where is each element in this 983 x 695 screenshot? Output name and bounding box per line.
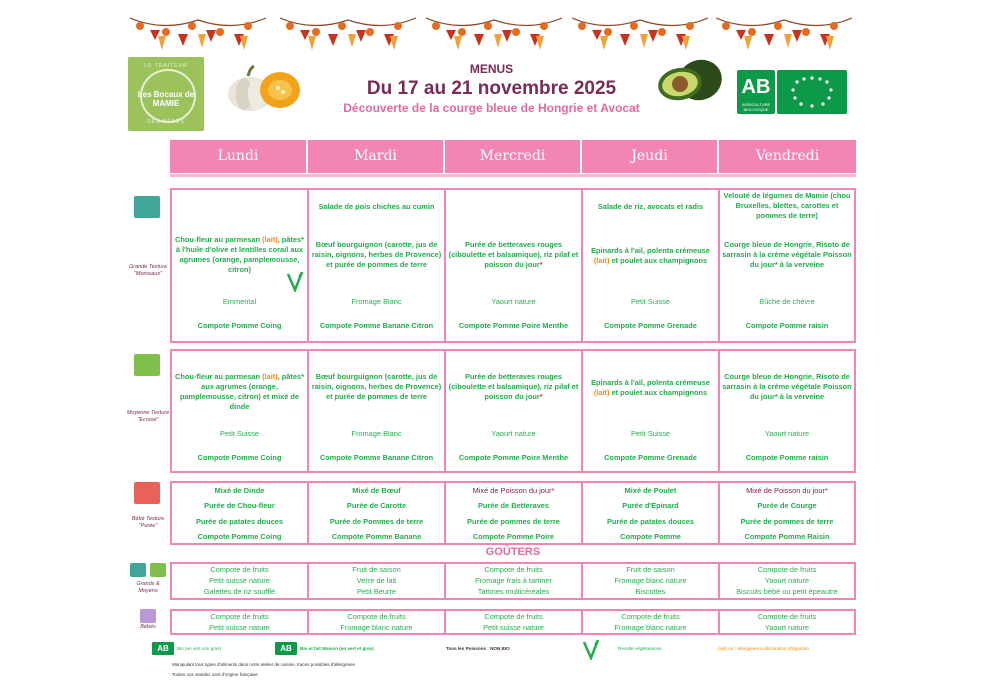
section-bebe-texture [170, 481, 856, 545]
allergen-tag: (lait) [262, 235, 278, 244]
day-header-mardi: Mardi [308, 140, 445, 173]
bebe-line-2: Purée d'Epinard [622, 501, 679, 510]
gouter-gm-mercredi [446, 564, 583, 598]
grande-fromage: Petit Suisse [630, 297, 671, 306]
day-header-lundi: Lundi [170, 140, 308, 173]
moyenne-fromage: Yaourt nature [764, 429, 810, 438]
moyenne-fromage: Fromage Blanc [351, 429, 402, 438]
grande-fromage: Yaourt nature [491, 297, 536, 306]
allergen-tag: (lait) [262, 372, 278, 381]
section-gouters-grands-moyens [170, 562, 856, 600]
gouter-line-2: Fromage blanc nature [614, 576, 687, 585]
gouter-line-1: Fruit de saison [352, 565, 401, 574]
bebe-line-4: Compote Pomme Banane [331, 532, 422, 541]
bebe-line-1: Mixé de Dinde [214, 486, 265, 495]
grande-day-jeudi [583, 190, 720, 341]
ab-organic-logo [737, 70, 775, 114]
moyenne-texture-icon [134, 354, 160, 376]
eu-organic-leaf-logo [777, 70, 847, 114]
allergen-tag: (lait) [593, 388, 610, 397]
gouter-line-2: Petit suisse nature [209, 576, 270, 585]
bebe-line-4: Compote Pomme Raisin [744, 532, 830, 541]
grande-gouter-icon [130, 563, 146, 577]
legend-ab-icon-1: AB [152, 642, 174, 655]
gouter-line-3: Biscuits bébé ou petit épeautre [736, 587, 838, 596]
moyenne-day-mardi [309, 351, 446, 471]
gouter-line-2: Yaourt nature [764, 576, 810, 585]
grande-dessert: Compote Pomme Poire Menthe [458, 321, 569, 330]
gouter-line-1: Compote de fruits [210, 612, 269, 621]
moyenne-plat [722, 372, 852, 402]
grande-dessert: Compote Pomme raisin [745, 321, 829, 330]
grande-dessert: Compote Pomme Coing [197, 321, 282, 330]
gouter-line-3: Tartines multicéréales [477, 587, 550, 596]
ab-logo-mark: AB [741, 76, 771, 98]
legend-bio-maison: Bio et fait Maison (en vert et gras) [300, 646, 374, 651]
bebe-line-3: Purée de patates douces [606, 517, 695, 526]
logo-top-text: LE TRAITEUR [144, 63, 188, 69]
gouters-gm-label: Grands & Moyens [136, 581, 160, 594]
bebe-line-1: Mixé de Poisson du jour* [746, 486, 828, 495]
section-gouters-bebes [170, 609, 856, 635]
moyenne-gouter-icon [150, 563, 166, 577]
autumn-garland-5 [714, 12, 854, 56]
legend-bio: Bio (en vert non gras) [177, 646, 222, 651]
gouter-line-1: Compote de fruits [757, 565, 817, 574]
logo-bottom-text: DES BÉBÉS [147, 119, 185, 125]
gouter-line-1: Compote de fruits [484, 565, 543, 574]
moyenne-plat [448, 372, 579, 402]
gouter-line-1: Compote de fruits [621, 612, 680, 621]
day-header-jeudi: Jeudi [582, 140, 719, 173]
moyenne-plat: Bœuf bourguignon (carotte, jus de raisin, oignons, herbes de Provence) et purée de pommes de terre [311, 372, 442, 401]
grande-day-vendredi [720, 190, 854, 341]
grande-fromage: Fromage Blanc [351, 297, 402, 306]
moyenne-dessert: Compote Pomme Poire Menthe [458, 453, 569, 462]
gouter-line-1: Fruit de saison [626, 565, 675, 574]
week-dates: Du 17 au 21 novembre 2025 [366, 78, 617, 99]
bebe-line-3: Purée de patates douces [195, 517, 284, 526]
moyenne-texture-label: Moyenne Texture "Ecrasé" [126, 410, 170, 423]
bebe-day-jeudi [583, 483, 720, 543]
autumn-garland-1 [128, 12, 268, 56]
plat-text-end: , pâtes* à l'huile d'olive et lentilles corail aux agrumes (orange, pamplemousse, citron) [175, 235, 304, 274]
bebe-day-mardi [309, 483, 446, 543]
gouter-line-3: Galettes de riz soufflé [203, 587, 276, 596]
gouters-bebe-label: Bébés [140, 624, 156, 630]
gouter-line-1: Compote de fruits [757, 612, 817, 621]
bebe-line-3: Purée de pommes de terre [740, 517, 834, 526]
gouter-line-2: Fromage frais à tartiner [475, 576, 552, 585]
plat-text-end: , pâtes* aux agrumes (orange, pamplemousse, citron) et mixé de dinde [179, 372, 304, 411]
gouter-line-1: Compote de fruits [347, 612, 406, 621]
grande-entree: Salade de pois chiches au cumin [318, 202, 435, 211]
grande-plat [174, 235, 305, 275]
bebe-line-4: Compote Pomme Poire [472, 532, 555, 541]
grande-fromage: Emmental [222, 297, 257, 306]
bebe-line-2: Purée de Carotte [346, 501, 407, 510]
moyenne-dessert: Compote Pomme Banane Citron [319, 453, 434, 462]
plat-text: Courge bleue de Hongrie, Risoto de sarrasin à la crème végétale Poisson du jour [722, 240, 852, 269]
legend-poissons: Tous les Poissons : NON BIO [446, 646, 510, 651]
plat-text: Epinards à l'ail, polenta crémeuse [591, 378, 710, 387]
bebe-line-4: Compote Pomme Coing [197, 532, 282, 541]
moyenne-day-jeudi [583, 351, 720, 471]
gouter-line-1: Compote de fruits [484, 612, 543, 621]
grande-day-lundi [172, 190, 309, 341]
grande-plat [585, 246, 716, 266]
legend-ab-icon-2: AB [275, 642, 297, 655]
bebe-line-4: Compote Pomme [620, 532, 681, 541]
bebe-texture-icon [134, 482, 160, 504]
grande-plat [448, 240, 579, 270]
section-grande-texture [170, 188, 856, 343]
moyenne-fromage: Yaourt nature [491, 429, 536, 438]
bebe-day-lundi [172, 483, 309, 543]
bebe-line-2: Purée de Courge [757, 501, 817, 510]
grande-dessert: Compote Pomme Banane Citron [319, 321, 434, 330]
gouter-gm-lundi [172, 564, 309, 598]
gouter-gm-jeudi [583, 564, 720, 598]
plat-text: Chou-fleur au parmesan [175, 235, 263, 244]
gouter-line-2: Yaourt nature [764, 623, 810, 632]
day-header-mercredi: Mercredi [445, 140, 582, 173]
plat-text: Chou-fleur au parmesan [175, 372, 263, 381]
gouter-gm-vendredi [720, 564, 854, 598]
gouter-bebe-mercredi [446, 611, 583, 633]
gouter-line-3: Petit Beurre [356, 587, 397, 596]
gouter-bebe-lundi [172, 611, 309, 633]
bebe-gouter-icon [140, 609, 156, 623]
allergen-tag: (lait) [593, 256, 610, 265]
moyenne-day-lundi [172, 351, 309, 471]
moyenne-day-mercredi [446, 351, 583, 471]
gouter-line-2: Fromage blanc nature [340, 623, 413, 632]
autumn-garland-2 [278, 12, 418, 56]
grande-dessert: Compote Pomme Grenade [604, 321, 697, 330]
gouter-bebe-vendredi [720, 611, 854, 633]
bebe-line-3: Purée de Pommes de terre [329, 517, 424, 526]
bebe-line-2: Purée de Betteraves [477, 501, 550, 510]
moyenne-dessert: Compote Pomme Coing [197, 453, 282, 462]
ab-logo-text: AGRICULTURE BIOLOGIQUE [741, 102, 771, 112]
grande-plat [722, 240, 852, 270]
plat-text-end: * à la verveine [774, 260, 825, 269]
gouter-line-2: Petit suisse nature [483, 623, 544, 632]
menus-title: MENUS [469, 62, 514, 76]
bebe-line-1: Mixé de Bœuf [352, 486, 401, 495]
legend-allergen: (lait) ou * allergènes à déclaration obligatoire [718, 646, 809, 651]
legend-vegetarian-icon [582, 638, 600, 660]
plat-text: Courge bleue de Hongrie, Risoto de sarrasin à la crème végétale Poisson du jour [722, 372, 852, 401]
header-separator [170, 174, 856, 177]
moyenne-fromage: Petit Suisse [630, 429, 671, 438]
bebe-line-1: Mixé de Poisson du jour* [472, 486, 555, 495]
plat-text: Epinards à l'ail, polenta crémeuse [591, 246, 710, 255]
moyenne-day-vendredi [720, 351, 854, 471]
grande-plat: Bœuf bourguignon (carotte, jus de raisin, oignons, herbes de Provence) et purée de pommes de terre [311, 240, 442, 269]
moyenne-dessert: Compote Pomme Grenade [604, 453, 697, 462]
autumn-garland-4 [570, 12, 710, 56]
moyenne-dessert: Compote Pomme raisin [745, 453, 829, 462]
moyenne-plat [174, 372, 305, 412]
autumn-garland-3 [424, 12, 564, 56]
grande-day-mardi [309, 190, 446, 341]
bebe-line-2: Purée de Chou-fleur [204, 501, 275, 510]
grande-day-mercredi [446, 190, 583, 341]
bebe-day-mercredi [446, 483, 583, 543]
grande-texture-icon [134, 196, 160, 218]
discovery-subtitle: Découverte de la courge bleue de Hongrie et Avocat [343, 101, 640, 115]
allergen-star: * [539, 392, 543, 401]
plat-text: Purée de betteraves rouges (ciboulette et balsamique), riz pilaf et poisson du jour [448, 372, 579, 401]
gouter-line-1: Compote de fruits [210, 565, 269, 574]
vegetarian-leaf-icon [286, 270, 304, 292]
grande-fromage: Bûche de chèvre [759, 297, 815, 306]
logo-brand-text: Les Bocaux de MAMIE [137, 90, 195, 108]
grande-entree: Salade de riz, avocats et radis [597, 202, 704, 211]
gouter-line-2: Fromage blanc nature [614, 623, 687, 632]
plat-text-end: et poulet aux champignons [609, 388, 708, 397]
day-header-vendredi: Vendredi [719, 140, 856, 173]
moyenne-fromage: Petit Suisse [219, 429, 260, 438]
allergen-star: * [539, 260, 543, 269]
plat-text: Purée de betteraves rouges (ciboulette et balsamique), riz pilaf et poisson du jour [448, 240, 579, 269]
gouter-bebe-mardi [309, 611, 446, 633]
avocado-image [652, 56, 728, 106]
bebe-day-vendredi [720, 483, 854, 543]
footnote-allergenes: Manipulant tous types d'aliments dans notre atelier de cuisine, traces possibles d'allergènes [172, 662, 355, 667]
gouter-bebe-jeudi [583, 611, 720, 633]
footnote-viandes: Toutes nos viandes sont d'origine française [172, 672, 258, 677]
bebe-line-3: Purée de pommes de terre [467, 517, 560, 526]
grande-texture-label: Grande Texture "Morceaux" [128, 264, 167, 277]
grande-entree: Velouté de légumes de Mamie (chou Bruxelles, blettes, carottes et pommes de terre) [723, 191, 851, 220]
bebe-texture-label: Bébé Texture "Purée" [131, 516, 165, 529]
moyenne-plat [585, 378, 716, 398]
gouter-line-2: Petit suisse nature [209, 623, 270, 632]
legend-vegetarien: Recette végétarienne [618, 646, 662, 651]
section-moyenne-texture [170, 349, 856, 473]
gouter-gm-mardi [309, 564, 446, 598]
gouters-title: GOÛTERS [485, 546, 541, 558]
gouter-line-2: Verre de lait [356, 576, 397, 585]
bebe-line-1: Mixé de Poulet [624, 486, 677, 495]
gouter-line-3: Biscottes [635, 587, 666, 596]
plat-text-end: * à la verveine [774, 392, 825, 401]
plat-text-end: et poulet aux champignons [609, 256, 708, 265]
